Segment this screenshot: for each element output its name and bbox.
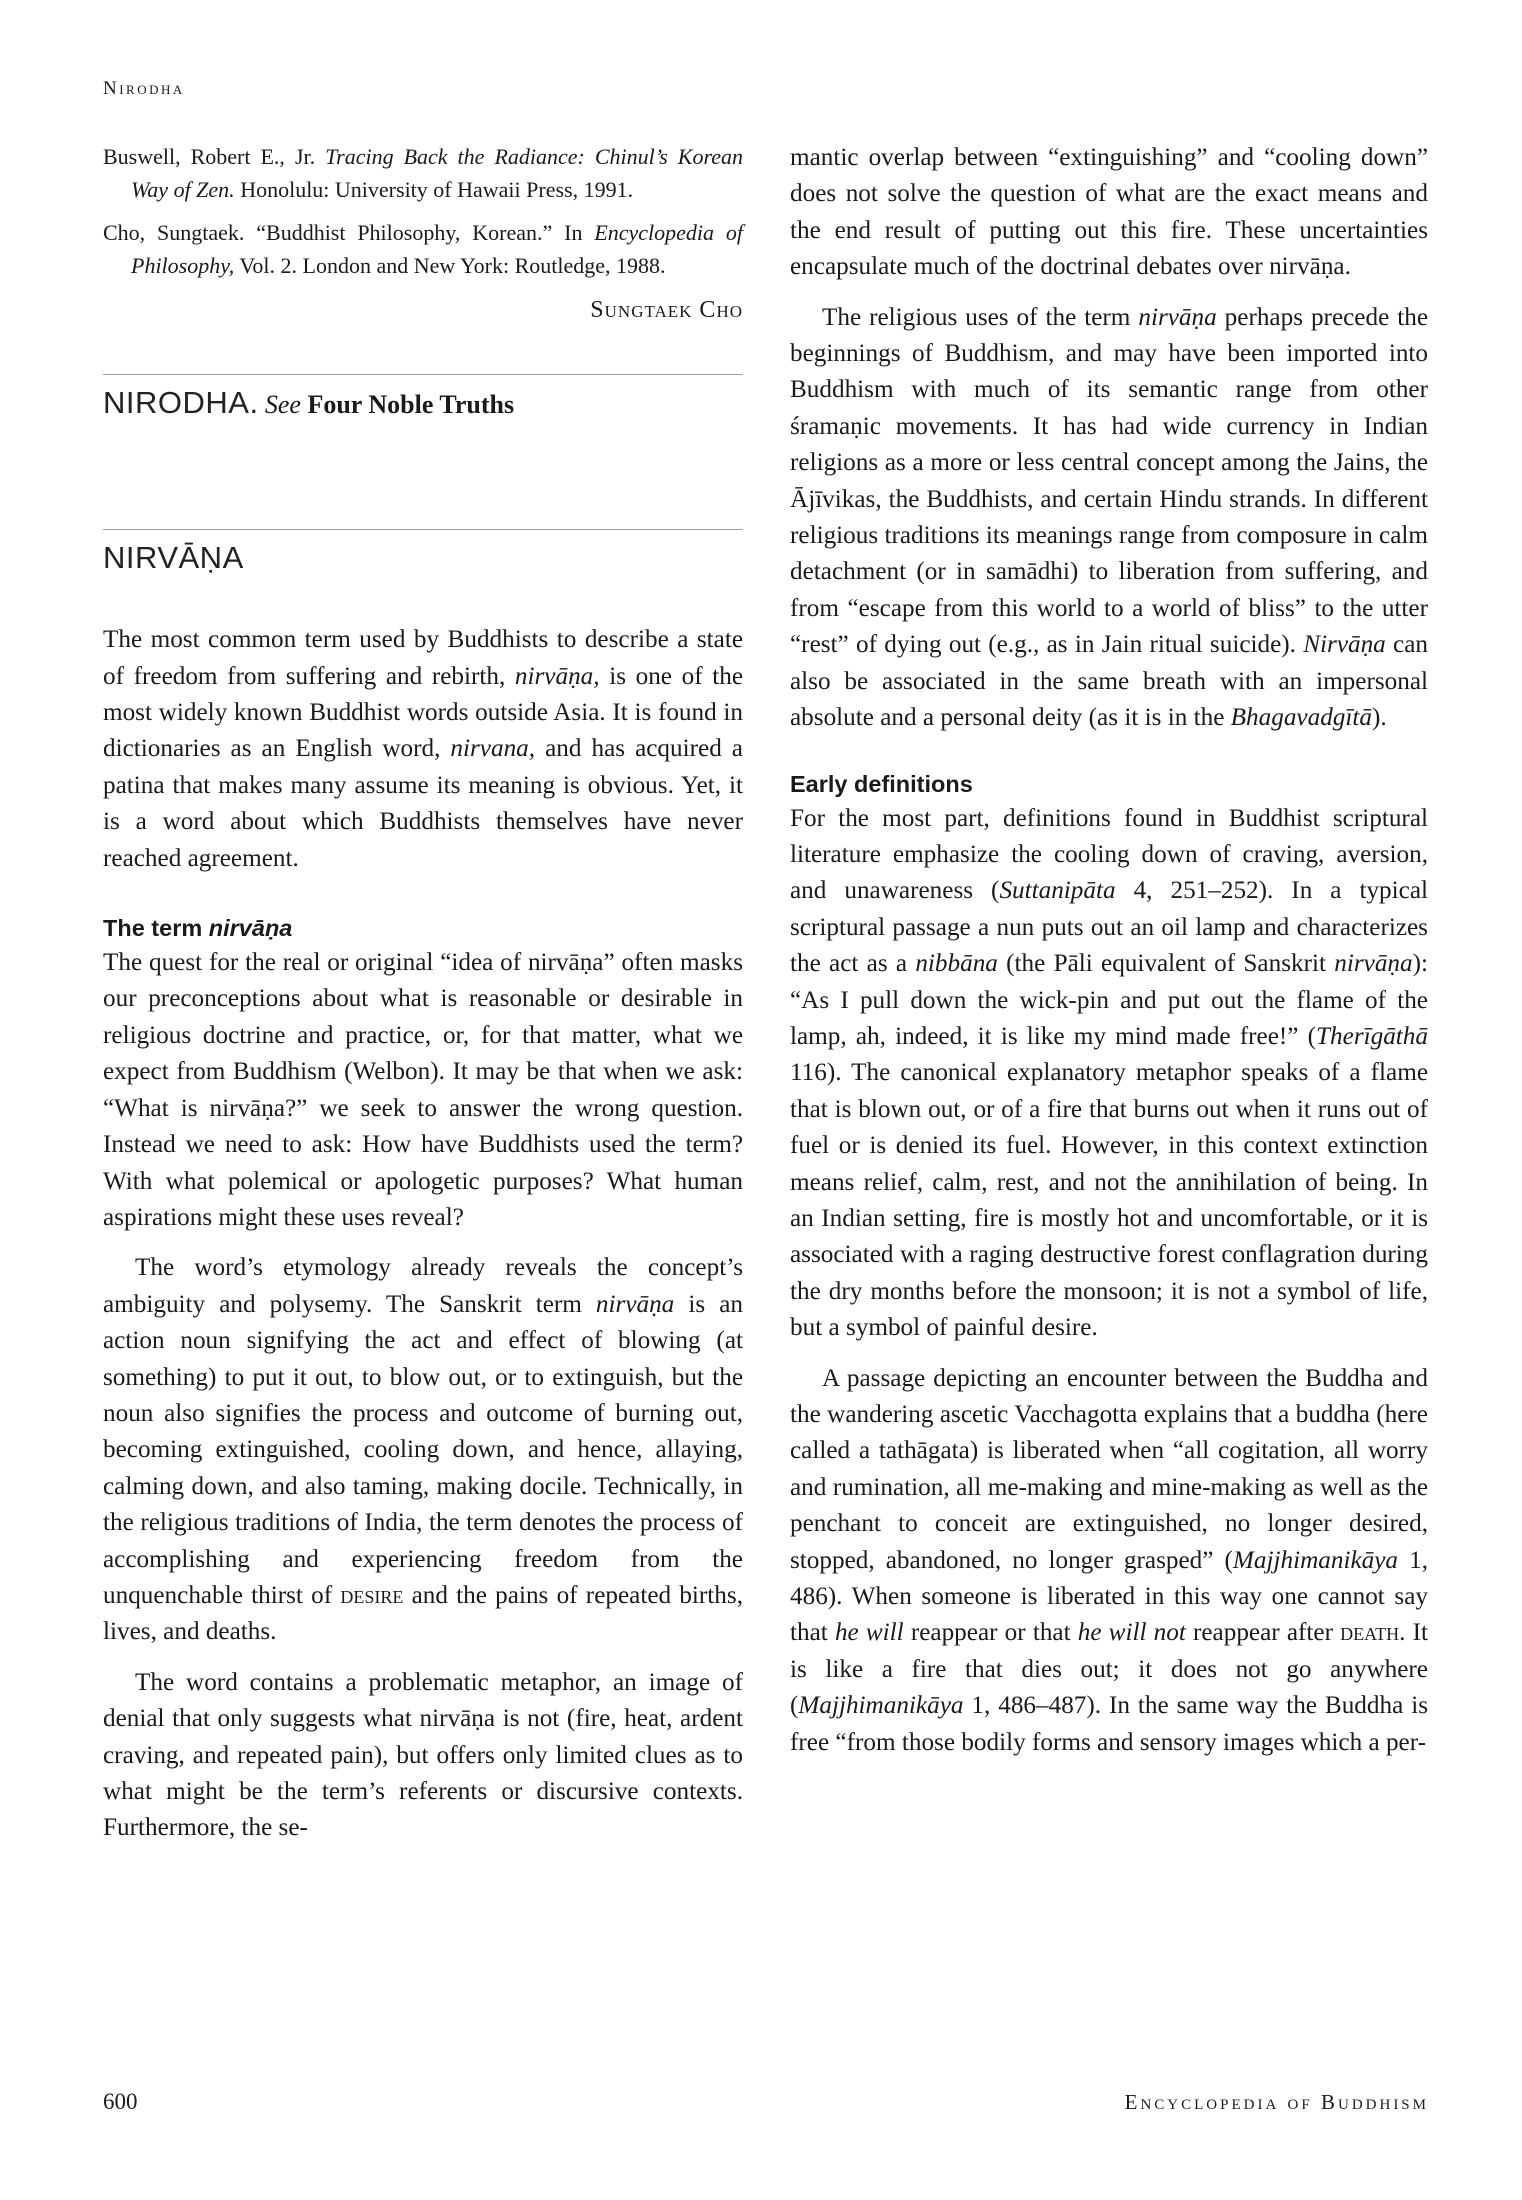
bibliography-entry: Buswell, Robert E., Jr. Tracing Back the Radiance: Chinul’s Korean Way of Zen. Honolulu: University of Hawaii Press, 1991. xyxy=(103,144,743,202)
left-column xyxy=(103,140,743,1847)
paragraph: The word contains a problematic metaphor, an image of denial that only suggests what nirvāṇa is not (fire, heat, ardent craving, and repeated pain), but offers only limited clues as to what might be the term’s referents or discursive contexts. Furthermore, the se- xyxy=(103,1668,743,1842)
cross-reference[interactable]: See Four Noble Truths xyxy=(264,390,515,420)
page-number: 600 xyxy=(103,2089,138,2114)
section-heading: The term nirvāṇa xyxy=(103,915,293,942)
right-column xyxy=(790,140,1428,1761)
entry-heading: NIRODHA. xyxy=(103,385,259,421)
paragraph: The religious uses of the term nirvāṇa perhaps precede the beginnings of Buddhism, and may have been imported into Buddhism with much of its semantic range from other śramaṇic movements. It has had wide currency in Indian religions as a more or less central concept among the Jains, the Ājīvikas, the Buddhists, and certain Hindu strands. In different religious traditions its meanings range from composure in calm detachment (or in samādhi) to liberation from suffering, and from “escape from this world to a world of bliss” to the utter “rest” of dying out (e.g., as in Jain ritual suicide). Nirvāṇa can also be associated in the same breath with an impersonal absolute and a personal deity (as it is in the Bhagavadgītā). xyxy=(790,303,1428,732)
paragraph: The most common term used by Buddhists to describe a state of freedom from suffering and rebirth, nirvāṇa, is one of the most widely known Buddhist words outside Asia. It is found in dictionaries as an English word, nirvana, and has acquired a patina that makes many assume its meaning is obvious. Yet, it is a word about which Buddhists themselves have never reached agreement. xyxy=(103,626,743,872)
section-heading: Early definitions xyxy=(790,770,973,797)
paragraph: The quest for the real or original “idea of nirvāṇa” often masks our preconceptions about what is reasonable or desirable in religious doctrine and practice, or, for that matter, what we expect from Buddhism (Welbon). It may be that when we ask: “What is nirvāṇa?” we seek to answer the wrong question. Instead we need to ask: How have Buddhists used the term? With what polemical or apologetic purposes? What human aspirations might these uses reveal? xyxy=(103,949,743,1231)
paragraph: For the most part, definitions found in Buddhist scriptural literature emphasize the cooling down of craving, aversion, and unawareness (Suttanipāta 4, 251–252). In a typical scriptural passage a nun puts out an oil lamp and characterizes the act as a nibbāna (the Pāli equivalent of Sanskrit nirvāṇa): “As I pull down the wick-pin and put out the flame of the lamp, ah, indeed, it is like my mind made free!” (Therīgāthā 116). The canonical explanatory metaphor speaks of a flame that is blown out, or of a fire that burns out when it runs out of fuel or is denied its fuel. However, in this context extinction means relief, calm, rest, and not the annihilation of being. In an Indian setting, fire is mostly hot and uncomfortable, or it is associated with a raging destructive forest conflagration during the dry months before the monsoon; it is not a symbol of life, but a symbol of painful desire. xyxy=(790,804,1429,1342)
bibliography-entry: Cho, Sungtaek. “Buddhist Philosophy, Korean.” In Encyclopedia of Philosophy, Vol. 2. London and New York: Routledge, 1988. xyxy=(103,220,743,278)
running-head: Nirodha xyxy=(103,78,185,99)
divider xyxy=(103,374,743,375)
paragraph: The word’s etymology already reveals the concept’s ambiguity and polysemy. The Sanskrit term nirvāṇa is an action noun signifying the act and effect of blowing (at something) to put it out, to blow out, or to extinguish, but the noun also signifies the process and outcome of burning out, becoming extinguished, cooling down, and hence, allaying, calming down, and also taming, making docile. Technically, in the religious traditions of India, the term denotes the process of accomplishing and experiencing freedom from the unquenchable thirst of desire and the pains of repeated births, lives, and deaths. xyxy=(103,1254,743,1646)
paragraph: mantic overlap between “extinguishing” and “cooling down” does not solve the question of what are the exact means and the end result of putting out this fire. These uncertainties encapsulate much of the doctrinal debates over nirvāṇa. xyxy=(790,144,1428,281)
running-foot-title: Encyclopedia of Buddhism xyxy=(1124,2090,1429,2114)
author-signature: Sungtaek Cho xyxy=(590,297,743,323)
divider xyxy=(103,529,743,530)
paragraph: A passage depicting an encounter between the Buddha and the wandering ascetic Vacchagotta explains that a buddha (here called a tathāgata) is liberated when “all cogitation, all worry and rumination, all me-making and mine-making as well as the penchant to conceit are extinguished, no longer desired, stopped, abandoned, no longer grasped” (Majjhimanikāya 1, 486). When someone is liberated in this way one cannot say that he will reappear or that he will not reappear after death. It is like a fire that dies out; it does not go anywhere (Majjhimanikāya 1, 486–487). In the same way the Buddha is free “from those bodily forms and sensory images which a per- xyxy=(790,1364,1428,1756)
nirodha-entry xyxy=(103,385,743,424)
entry-heading: NIRVĀṆA xyxy=(103,539,244,575)
